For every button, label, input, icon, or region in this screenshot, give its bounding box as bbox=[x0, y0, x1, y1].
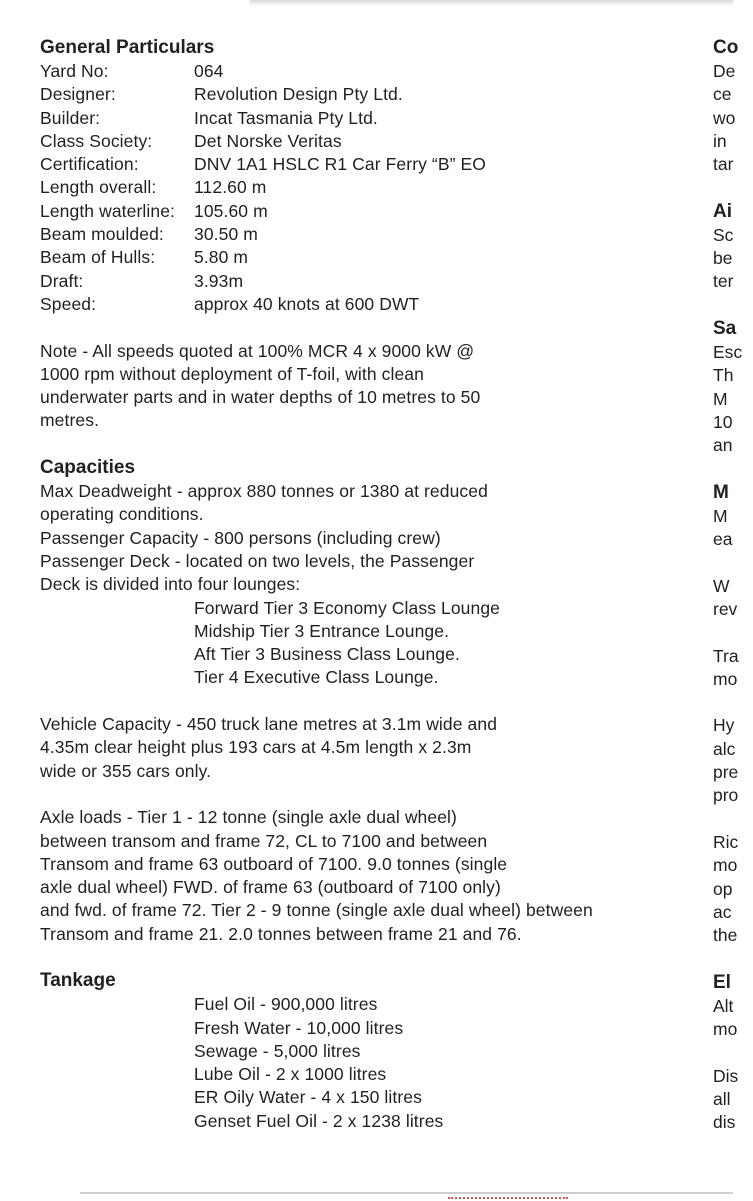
particular-label: Length waterline: bbox=[40, 200, 175, 221]
particular-value: 30.50 m bbox=[194, 224, 258, 245]
right-text-fragment: be bbox=[713, 248, 733, 269]
vehicle-line: wide or 355 cars only. bbox=[40, 760, 212, 781]
note-line: Note - All speeds quoted at 100% MCR 4 x 9000 kW @ bbox=[40, 340, 475, 361]
capacity-line: Max Deadweight - approx 880 tonnes or 1380 at reduced bbox=[40, 481, 488, 502]
capacity-line: Passenger Deck - located on two levels, the Passenger bbox=[40, 550, 475, 571]
right-text-fragment: ter bbox=[713, 271, 734, 292]
capacities-text bbox=[40, 480, 680, 596]
right-heading-fragment: Co bbox=[713, 37, 739, 58]
particular-value: DNV 1A1 HSLC R1 Car Ferry “B” EO bbox=[194, 154, 487, 175]
right-text-fragment: Hy bbox=[713, 715, 735, 736]
particular-label: Beam of Hulls: bbox=[40, 247, 156, 268]
particular-row bbox=[40, 293, 680, 316]
note-line: metres. bbox=[40, 410, 100, 431]
right-text-fragment: ce bbox=[713, 84, 732, 105]
right-text-fragment: wo bbox=[713, 107, 736, 128]
right-text-fragment: Ric bbox=[713, 831, 739, 852]
lounge-item: Forward Tier 3 Economy Class Lounge bbox=[194, 597, 500, 618]
right-text-fragment: Tra bbox=[713, 645, 739, 666]
particular-row bbox=[40, 176, 680, 199]
right-heading-fragment: El bbox=[713, 971, 731, 993]
particular-value: 064 bbox=[194, 61, 224, 81]
vehicle-line: Vehicle Capacity - 450 truck lane metres at 3.1m wide and bbox=[40, 714, 498, 735]
right-text-fragment: mo bbox=[713, 1018, 738, 1039]
particular-value: 5.80 m bbox=[194, 247, 249, 268]
right-text-fragment: all bbox=[713, 1088, 731, 1109]
particular-row bbox=[40, 270, 680, 293]
lounge-item: Tier 4 Executive Class Lounge. bbox=[194, 667, 439, 688]
capacities-heading: Capacities bbox=[40, 457, 136, 479]
particular-row bbox=[40, 153, 680, 176]
speed-note bbox=[40, 340, 680, 433]
right-text-fragment: tar bbox=[713, 154, 734, 175]
right-text-fragment: Dis bbox=[713, 1065, 739, 1086]
right-text-fragment: M bbox=[713, 388, 728, 409]
particular-row bbox=[40, 246, 680, 269]
particular-row bbox=[40, 200, 680, 223]
particular-value: Det Norske Veritas bbox=[194, 130, 342, 151]
right-text-fragment: pre bbox=[713, 762, 739, 783]
particular-label: Builder: bbox=[40, 107, 101, 128]
right-text-fragment: op bbox=[713, 878, 733, 899]
bottom-divider bbox=[80, 1192, 733, 1194]
note-line: 1000 rpm without deployment of T-foil, with clean bbox=[40, 363, 424, 384]
particular-value: 105.60 m bbox=[194, 200, 268, 221]
right-text-fragment: ac bbox=[713, 901, 732, 922]
right-text-fragment: pro bbox=[713, 785, 739, 806]
general-particulars-heading: General Particulars bbox=[40, 37, 215, 58]
right-heading-fragment: M bbox=[713, 481, 729, 503]
right-gap bbox=[713, 808, 753, 831]
right-text-fragment: alc bbox=[713, 738, 736, 759]
note-line: underwater parts and in water depths of 10 metres to 50 bbox=[40, 387, 481, 408]
particular-label: Certification: bbox=[40, 154, 139, 175]
right-text-fragment: Sc bbox=[713, 224, 734, 245]
capacity-line: operating conditions. bbox=[40, 504, 204, 525]
lounges-list bbox=[40, 597, 680, 690]
lounge-item: Midship Tier 3 Entrance Lounge. bbox=[194, 620, 450, 641]
right-text-fragment: rev bbox=[713, 598, 738, 619]
right-text-fragment: dis bbox=[713, 1112, 736, 1133]
tankage-list bbox=[40, 993, 680, 1133]
right-text-fragment: in bbox=[713, 130, 727, 151]
right-gap bbox=[713, 294, 753, 317]
right-text-fragment: 10 bbox=[713, 411, 733, 432]
particular-row bbox=[40, 107, 680, 130]
particular-row bbox=[40, 83, 680, 106]
particular-label: Length overall: bbox=[40, 177, 157, 198]
axle-line: Axle loads - Tier 1 - 12 tonne (single axle dual wheel) bbox=[40, 807, 457, 828]
particular-value: 3.93m bbox=[194, 270, 244, 291]
right-text-fragment: De bbox=[713, 61, 736, 81]
capacity-line: Passenger Capacity - 800 persons (including crew) bbox=[40, 527, 441, 548]
particular-label: Class Society: bbox=[40, 130, 153, 151]
right-text-fragment: Alt bbox=[713, 995, 734, 1016]
particular-row bbox=[40, 60, 680, 83]
right-gap bbox=[713, 947, 753, 970]
particular-label: Draft: bbox=[40, 270, 84, 291]
tankage-item: Sewage - 5,000 litres bbox=[194, 1040, 361, 1061]
particular-label: Yard No: bbox=[40, 61, 109, 81]
vehicle-line: 4.35m clear height plus 193 cars at 4.5m length x 2.3m bbox=[40, 737, 472, 758]
particular-row bbox=[40, 130, 680, 153]
right-text-fragment: Th bbox=[713, 365, 734, 386]
axle-line: Transom and frame 21. 2.0 tonnes between frame 21 and 76. bbox=[40, 923, 522, 944]
tankage-item: Fuel Oil - 900,000 litres bbox=[194, 994, 378, 1015]
right-gap bbox=[713, 1041, 753, 1064]
tankage-item: Genset Fuel Oil - 2 x 1238 litres bbox=[194, 1110, 444, 1131]
axle-line: axle dual wheel) FWD. of frame 63 (outboard of 7100 only) bbox=[40, 877, 501, 898]
particular-value: approx 40 knots at 600 DWT bbox=[194, 293, 420, 314]
right-text-fragment: Esc bbox=[713, 341, 743, 362]
right-heading-fragment: Ai bbox=[713, 200, 732, 222]
right-text-fragment: W bbox=[713, 575, 730, 596]
right-gap bbox=[713, 551, 753, 574]
lounge-item: Aft Tier 3 Business Class Lounge. bbox=[194, 644, 460, 665]
axle-line: Transom and frame 63 outboard of 7100. 9.0 tonnes (single bbox=[40, 853, 508, 874]
page-edge-shadow bbox=[250, 0, 733, 6]
particular-row bbox=[40, 223, 680, 246]
tankage-item: Fresh Water - 10,000 litres bbox=[194, 1017, 404, 1038]
particular-label: Speed: bbox=[40, 293, 97, 314]
particular-value: Incat Tasmania Pty Ltd. bbox=[194, 107, 378, 128]
general-particulars-list bbox=[40, 60, 680, 316]
right-gap bbox=[713, 457, 753, 480]
right-text-fragment: M bbox=[713, 505, 728, 526]
particular-label: Beam moulded: bbox=[40, 224, 164, 245]
right-text-fragment: mo bbox=[713, 668, 738, 689]
right-text-fragment: mo bbox=[713, 855, 738, 876]
right-text-fragment: the bbox=[713, 925, 738, 946]
axle-line: and fwd. of frame 72. Tier 2 - 9 tonne (single axle dual wheel) between bbox=[40, 900, 593, 921]
axle-loads-text bbox=[40, 806, 680, 946]
tankage-item: ER Oily Water - 4 x 150 litres bbox=[194, 1087, 422, 1108]
particular-label: Designer: bbox=[40, 84, 116, 105]
right-text-fragment: an bbox=[713, 435, 733, 456]
vehicle-capacity-text bbox=[40, 713, 680, 783]
particular-value: 112.60 m bbox=[194, 177, 267, 198]
axle-line: between transom and frame 72, CL to 7100 and between bbox=[40, 830, 488, 851]
right-text-fragment: ea bbox=[713, 529, 733, 550]
tankage-item: Lube Oil - 2 x 1000 litres bbox=[194, 1064, 387, 1085]
capacity-line: Deck is divided into four lounges: bbox=[40, 574, 301, 595]
right-gap bbox=[713, 176, 753, 199]
particular-value: Revolution Design Pty Ltd. bbox=[194, 84, 403, 105]
left-column bbox=[40, 36, 680, 1133]
bottom-red-text-fragment bbox=[448, 1194, 568, 1200]
right-gap bbox=[713, 691, 753, 714]
tankage-heading: Tankage bbox=[40, 970, 116, 992]
right-gap bbox=[713, 621, 753, 644]
right-heading-fragment: Sa bbox=[713, 317, 737, 339]
right-column-cropped bbox=[713, 36, 753, 1134]
